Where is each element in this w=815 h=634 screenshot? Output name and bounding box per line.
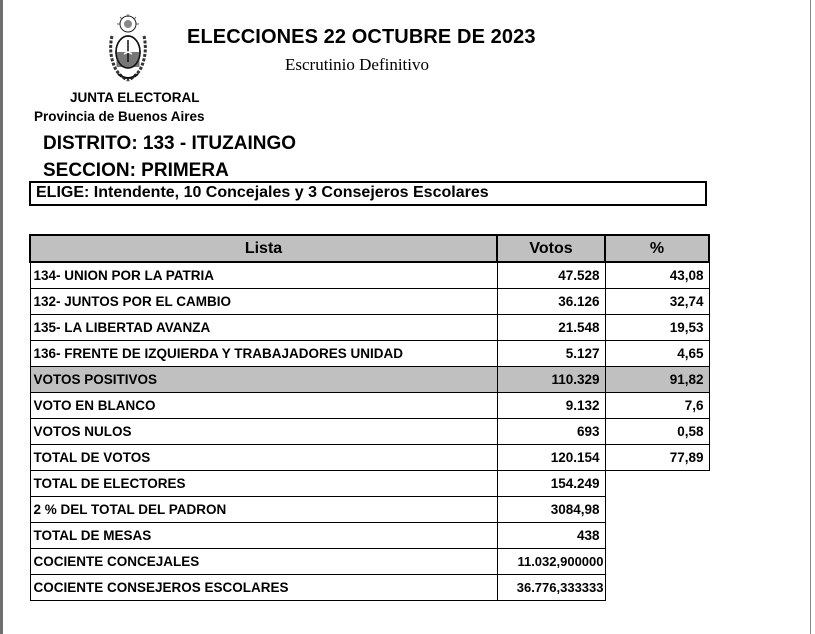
results-table <box>29 234 710 601</box>
elige-box: ELIGE: Intendente, 10 Concejales y 3 Consejeros Escolares <box>29 181 707 206</box>
row-votos: 5.127 <box>497 340 605 366</box>
row-label: VOTOS NULOS <box>30 418 497 444</box>
row-label: 136- FRENTE DE IZQUIERDA Y TRABAJADORES UNIDAD <box>30 340 497 366</box>
summary-value: 3084,98 <box>497 496 605 522</box>
summary-row <box>30 470 709 496</box>
empty-cell <box>605 574 709 600</box>
table-row <box>30 340 709 366</box>
column-header-votos: Votos <box>497 235 605 262</box>
row-votos: 110.329 <box>497 366 605 392</box>
table-row <box>30 288 709 314</box>
row-label: VOTOS POSITIVOS <box>30 366 497 392</box>
row-votos: 47.528 <box>497 262 605 288</box>
row-label: 135- LA LIBERTAD AVANZA <box>30 314 497 340</box>
empty-cell <box>605 548 709 574</box>
row-label: 132- JUNTOS POR EL CAMBIO <box>30 288 497 314</box>
summary-label: TOTAL DE ELECTORES <box>30 470 497 496</box>
empty-cell <box>605 522 709 548</box>
empty-cell <box>605 496 709 522</box>
summary-label: COCIENTE CONCEJALES <box>30 548 497 574</box>
table-row <box>30 392 709 418</box>
row-pct: 77,89 <box>605 444 709 470</box>
row-pct: 43,08 <box>605 262 709 288</box>
row-pct: 4,65 <box>605 340 709 366</box>
summary-value: 154.249 <box>497 470 605 496</box>
row-votos: 21.548 <box>497 314 605 340</box>
summary-value: 438 <box>497 522 605 548</box>
summary-label: 2 % DEL TOTAL DEL PADRON <box>30 496 497 522</box>
summary-row <box>30 496 709 522</box>
row-votos: 9.132 <box>497 392 605 418</box>
page-left-border <box>0 0 3 634</box>
empty-cell <box>605 470 709 496</box>
org-name: JUNTA ELECTORAL <box>70 90 200 105</box>
summary-row <box>30 574 709 600</box>
org-province: Provincia de Buenos Aires <box>34 109 205 124</box>
row-votos: 36.126 <box>497 288 605 314</box>
table-row <box>30 262 709 288</box>
row-pct: 7,6 <box>605 392 709 418</box>
summary-value: 11.032,900000 <box>497 548 605 574</box>
page-right-border <box>810 0 811 634</box>
summary-row <box>30 548 709 574</box>
table-row <box>30 314 709 340</box>
page-title: ELECCIONES 22 OCTUBRE DE 2023 <box>187 26 536 48</box>
row-pct: 19,53 <box>605 314 709 340</box>
table-row <box>30 444 709 470</box>
row-votos: 120.154 <box>497 444 605 470</box>
district-heading: DISTRITO: 133 - ITUZAINGO <box>43 133 297 154</box>
summary-label: COCIENTE CONSEJEROS ESCOLARES <box>30 574 497 600</box>
page-subtitle: Escrutinio Definitivo <box>285 55 430 74</box>
row-label: 134- UNION POR LA PATRIA <box>30 262 497 288</box>
table-header-row <box>30 235 709 262</box>
row-votos: 693 <box>497 418 605 444</box>
column-header-lista: Lista <box>30 235 497 262</box>
summary-value: 36.776,333333 <box>497 574 605 600</box>
row-pct: 32,74 <box>605 288 709 314</box>
row-pct: 0,58 <box>605 418 709 444</box>
row-label: TOTAL DE VOTOS <box>30 444 497 470</box>
section-heading: SECCION: PRIMERA <box>43 160 229 181</box>
table-row <box>30 418 709 444</box>
summary-label: TOTAL DE MESAS <box>30 522 497 548</box>
row-pct: 91,82 <box>605 366 709 392</box>
column-header-pct: % <box>605 235 709 262</box>
table-row-highlighted <box>30 366 709 392</box>
coat-of-arms-icon <box>106 14 150 84</box>
summary-row <box>30 522 709 548</box>
row-label: VOTO EN BLANCO <box>30 392 497 418</box>
